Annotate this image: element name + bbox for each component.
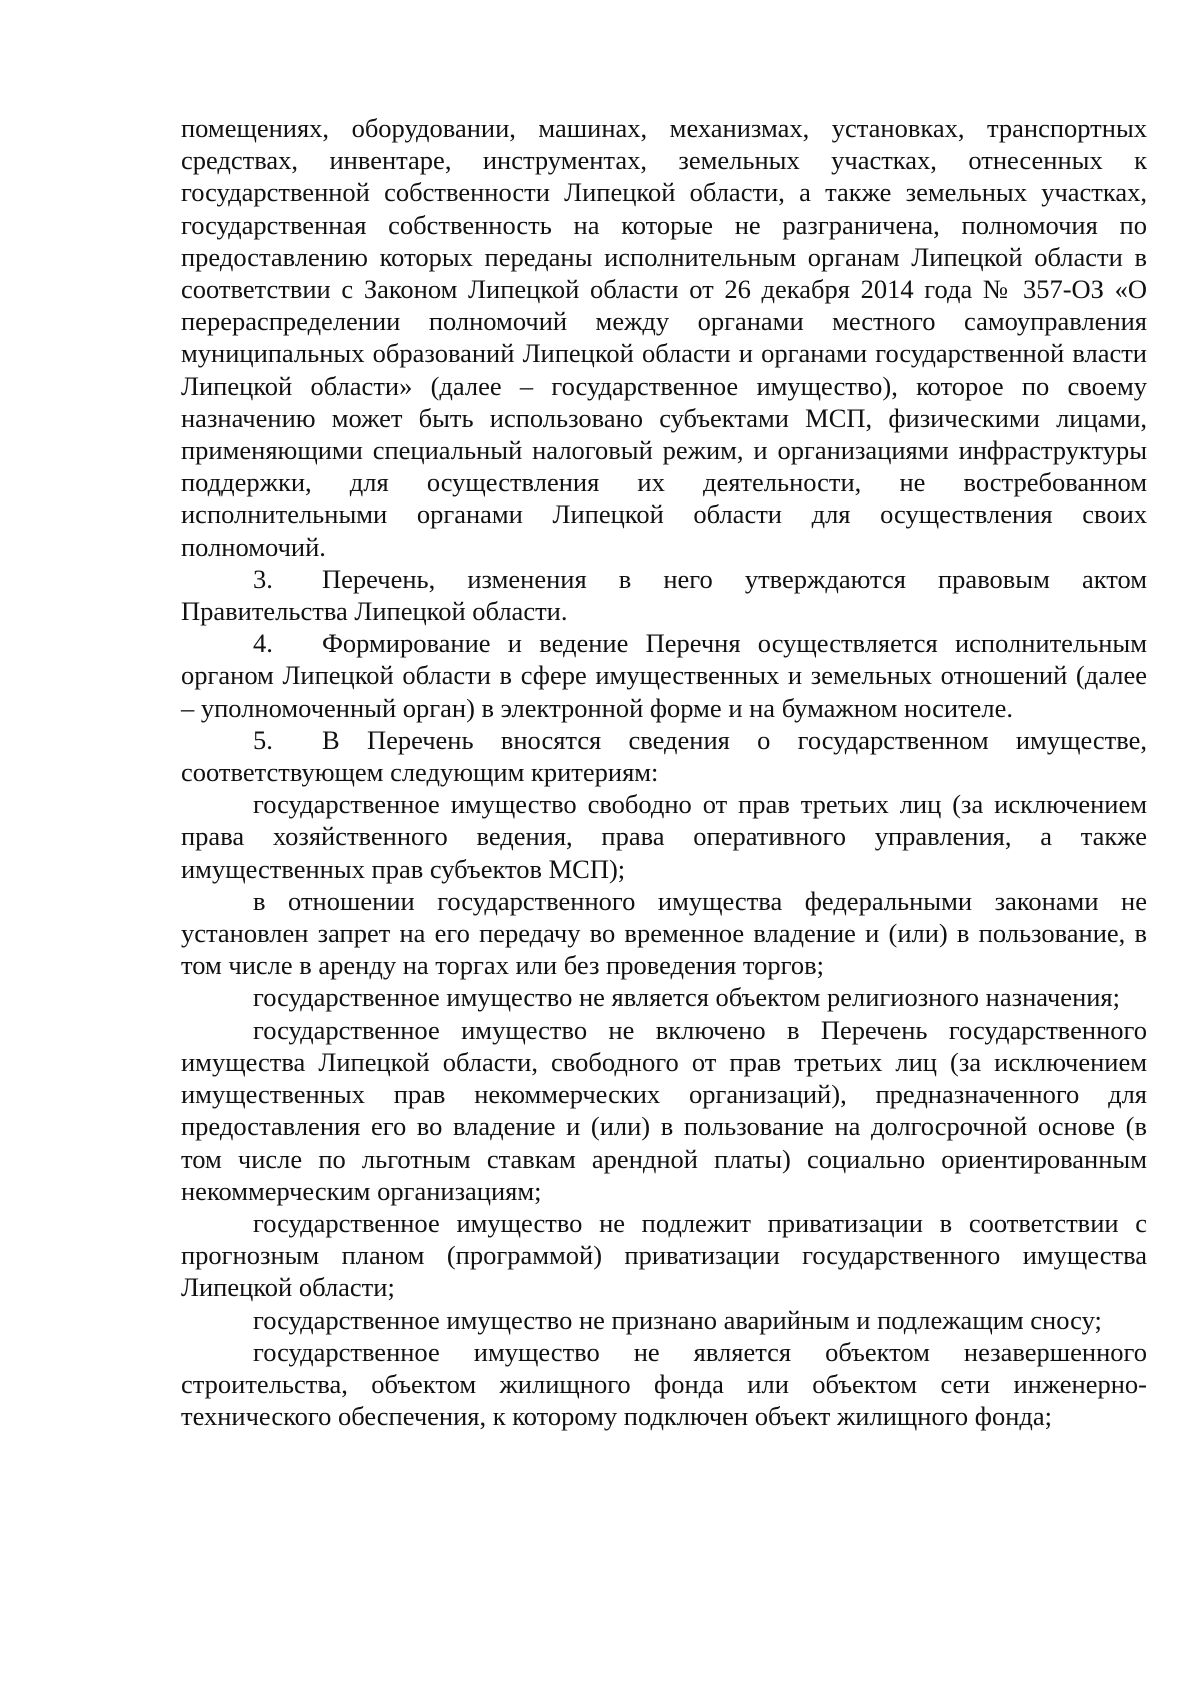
criterion-paragraph: государственное имущество не включено в Перечень государственного имущества Липецкой области, свободного от прав третьих лиц (за исключением имущественных прав некоммерческих организаций), предназначенного для предоставления его во владение и (или) в пользование на долгосрочной основе (в том числе по льготным ставкам арендной платы) социально ориентированным некоммерческим организациям; xyxy=(181,1014,1147,1206)
paragraph-item-3 xyxy=(181,563,1147,627)
criterion-paragraph: в отношении государственного имущества федеральными законами не установлен запрет на его передачу во временное владение и (или) в пользование, в том числе в аренду на торгах или без проведения торгов; xyxy=(181,885,1147,981)
paragraph-item-4 xyxy=(181,627,1147,724)
paragraph-continuation: помещениях, оборудовании, машинах, механизмах, установках, транспортных средствах, инвентаре, инструментах, земельных участках, отнесенных к государственной собственности Липецкой области, а также земельных участках, государственная собственность на которые не разграничена, полномочия по предоставлению которых переданы исполнительным органам Липецкой области в соответствии с Законом Липецкой области от 26 декабря 2014 года № 357-ОЗ «О перераспределении полномочий между органами местного самоуправления муниципальных образований Липецкой области и органами государственной власти Липецкой области» (далее – государственное имущество), которое по своему назначению может быть использовано субъектами МСП, физическими лицами, применяющими специальный налоговый режим, и организациями инфраструктуры поддержки, для осуществления их деятельности, не востребованном исполнительными органами Липецкой области для осуществления своих полномочий. xyxy=(181,113,1147,562)
criterion-paragraph: государственное имущество не подлежит приватизации в соответствии с прогнозным планом (программой) приватизации государственного имущества Липецкой области; xyxy=(181,1207,1147,1303)
criterion-paragraph: государственное имущество не признано аварийным и подлежащим сносу; xyxy=(253,1304,1102,1335)
paragraph-text: В Перечень вносятся сведения о государственном имуществе, соответствующем следующим критериям: xyxy=(181,724,1147,788)
criterion-paragraph: государственное имущество не является объектом религиозного назначения; xyxy=(253,982,1120,1013)
criterion-paragraph: государственное имущество свободно от прав третьих лиц (за исключением права хозяйственного ведения, права оперативного управления, а также имущественных прав субъектов МСП); xyxy=(181,789,1147,884)
item-number: 3. xyxy=(253,563,273,594)
paragraph-text: Формирование и ведение Перечня осуществляется исполнительным органом Липецкой области в сфере имущественных и земельных отношений (далее – уполномоченный орган) в электронной форме и на бумажном носителе. xyxy=(181,628,1147,723)
paragraph-text: Перечень, изменения в него утверждаются правовым актом Правительства Липецкой области. xyxy=(181,563,1147,627)
document-body xyxy=(181,112,1147,1432)
item-number: 4. xyxy=(253,628,273,659)
criterion-paragraph: государственное имущество не является объектом незавершенного строительства, объектом жилищного фонда или объектом сети инженерно-технического обеспечения, к которому подключен объект жилищного фонда; xyxy=(181,1336,1147,1432)
item-number: 5. xyxy=(253,724,273,755)
paragraph-item-5 xyxy=(181,724,1147,788)
